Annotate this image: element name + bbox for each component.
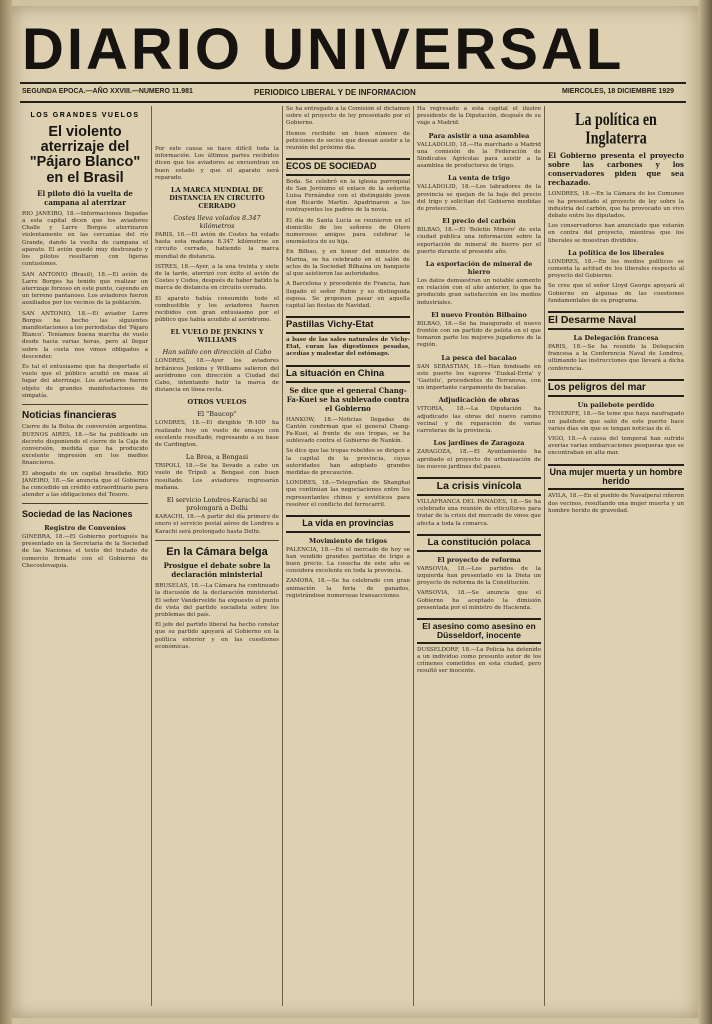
headline-noticias-financieras: Noticias financieras <box>22 409 117 421</box>
article-paragraph: VITORIA, 18.—La Diputación ha adjudicado las obras del nuevo camino vecinal y de reparación de varias carreteras de la provincia. <box>417 406 541 435</box>
article-paragraph: Por este causa se hace difícil toda la información. Los últimos partes recibidos dicen que los aviadores se encuentran en buen estado y que el aparato será reparado. <box>155 146 279 181</box>
column-3 <box>286 106 410 1006</box>
headline-vida-provincias: La vida en provincias <box>286 515 410 532</box>
article-paragraph: SAN ANTONIO, 18.—El aviador Larre Borges ha hecho las siguientes manifestaciones a los periodistas del 'Pájaro Blanco'. Teníamos buena marcha de vuelo desde hacía varias horas, pero al llegar sobre la costa nos vimos obligados a descender. <box>22 310 148 360</box>
subhead-delegacion-francesa: La Delegación francesa <box>573 334 659 343</box>
article-paragraph: ZAMORA, 18.—Se ha celebrado con gran animación la feria de ganados, registrándose numerosas transacciones. <box>286 578 410 599</box>
subhead-bengasi: La Brea, a Bengasi <box>185 453 249 462</box>
column-divider <box>22 503 148 504</box>
subhead-movimiento-trigos: Movimiento de trigos <box>309 536 387 545</box>
subhead-exportacion-mineral: La exportación de mineral de hierro <box>425 260 533 277</box>
article-paragraph: VARSOVIA, 18.—Se anuncia que el Gobierno ha aceptado la dimisión presentada por el ministro de Hacienda. <box>417 590 541 611</box>
lead-pajaro-blanco: El piloto dió la vuelta de campana al aterrizar <box>37 188 133 207</box>
headline-camara-belga: En la Cámara belga <box>166 545 268 558</box>
article-paragraph: VALLADOLID, 18.—Ha marchado a Madrid una comisión de la Federación de Sindicatos Agrícolas para asistir a la asamblea de productores de trigo. <box>417 141 541 170</box>
tagline: PERIODICO LIBERAL Y DE INFORMACION <box>254 88 416 97</box>
article-paragraph: Es tal el entusiasmo que ha despertado el vuelo que el público acudió en masa al lugar del aterrizaje. Los aviadores fueron objeto de grandes manifestaciones de simpatía. <box>22 363 148 399</box>
subhead-adjudicacion-obras: Adjudicación de obras <box>438 396 520 405</box>
headline-desarme-naval: El Desarme Naval <box>548 311 684 330</box>
article-paragraph: SAN SEBASTIAN, 18.—Han fondeado en este puerto los vapores 'Euskal-Erria' y 'Gaztelu', procedentes de Terranova, con un importante cargamento de bacalao. <box>417 363 541 392</box>
article-paragraph: Se dice que las tropas rebeldes se dirigen a la capital de la provincia, cuyas autoridades han adoptado grandes medidas de precaución. <box>286 448 410 477</box>
kicker-grandes-vuelos: LOS GRANDES VUELOS <box>30 112 140 119</box>
ad-pastillas-vichy: Pastillas Vichy-Etat <box>286 316 410 334</box>
headline-sociedad-naciones: Sociedad de las Naciones <box>22 509 133 520</box>
subhead-asamblea: Para asistir a una asamblea <box>428 131 530 140</box>
article-paragraph: Se cree que el señor Lloyd George apoyará al Gobierno en algunas de las cuestiones fundamentales de su programa. <box>548 283 684 304</box>
article-paragraph: LONDRES, 18.—En los medios políticos se comenta la actitud de los liberales respecto al proyecto del Gobierno. <box>548 258 684 280</box>
column-5 <box>548 106 684 1006</box>
headline-politica-inglaterra: La política en Inglaterra <box>575 111 657 149</box>
headline-crisis-vinicola: La crisis vinícola <box>417 477 541 496</box>
article-paragraph: Cierre de la Bolsa de conversión argentina. BUENOS AIRES, 18.—Se ha publicado un decreto disponiendo el cierre de la Caja de conversión, medida que ha producido excelente impresión en los medios financieros. <box>22 424 148 467</box>
newspaper-page <box>12 6 698 1018</box>
subhead-cabo: Han salido con dirección al Cabo <box>162 348 272 357</box>
deck-situacion-china: Se dice que el general Chang-Fa-Kuei se ha sublevado contra el Gobierno <box>286 385 410 413</box>
article-paragraph: Los datos demuestran un notable aumento en relación con el año anterior, lo que ha producido gran satisfacción en los medios industriales. <box>417 278 541 306</box>
article-paragraph: Hemos recibido un buen número de peticiones de socios que desean asistir a la reunión del próximo día. <box>286 130 410 152</box>
headline-situacion-china: La situación en China <box>286 365 410 383</box>
article-paragraph: GINEBRA, 18.—El Gobierno portugués ha presentado en la Secretaría de la Sociedad de las Naciones el texto del tratado de comercio firmado con el Gobierno de Checoslovaquia. <box>22 533 148 569</box>
subhead-costes: Costes lleva volados 8.347 kilómetros <box>173 214 261 231</box>
article-paragraph: RIO JANEIRO, 18.—Informaciones llegadas a esta capital dicen que los aviadores Challe y Larre Borges aterrizaron violentamente en las cercanías del río Grande, dando la vuelta de campana el aparato. El avión quedó muy destrozado y los pilotos resultaron con ligeras contusiones. <box>22 210 148 268</box>
subhead-baucop: El "Baucop" <box>197 410 237 419</box>
article-paragraph: Ha regresado a esta capital el ilustre presidente de la Diputación, después de su viaje a Madrid. <box>417 106 541 127</box>
article-paragraph: A Barcelona y procedente de Francia, han llegado el señor Rubio y su distinguida esposa. Se proponen pasar en aquella capital las fiestas de Navidad. <box>286 281 410 309</box>
headline-peligros-mar: Los peligros del mar <box>548 379 684 398</box>
article-paragraph: LONDRES, 18.—El dirigible 'R-100' ha realizado hoy un vuelo de ensayo con excelente resultado, regresando a su base de Cardington. <box>155 420 279 449</box>
subhead-jardines-zaragoza: Los jardines de Zaragoza <box>433 439 525 448</box>
headline-constitucion-polaca: La constitución polaca <box>417 534 541 552</box>
article-paragraph: TRIPOLI, 18.—Se ha llevado a cabo un vuelo de Trípoli a Bengasi con buen resultado. Los aviadores regresarán mañana. <box>155 463 279 491</box>
article-paragraph: El aparato había consumido todo el combustible y los aviadores fueron recibidos con gran entusiasmo por el público que había acudido al aeródromo. <box>155 295 279 324</box>
column-4 <box>417 106 541 1006</box>
page-edge-right <box>698 0 712 1024</box>
article-paragraph: AVILA, 18.—En el pueblo de Navalperal riñeron dos vecinos, resultando una mujer muerta y un hombre herido de gravedad. <box>548 493 684 514</box>
article-paragraph: PARIS, 18.—El avión de Costes ha volado hasta esta mañana 8.347 kilómetros en circuito cerrado, batiendo la marca mundial de distancia. <box>155 232 279 260</box>
subhead-politica-liberales: La política de los liberales <box>568 248 664 257</box>
article-paragraph: El abogado de un capital brasileño. RIO JANEIRO, 18.—Se anuncia que el Gobierno ha concedido un crédito extraordinario para atender a las obligaciones del Tesoro. <box>22 470 148 499</box>
masthead-rule-top <box>20 82 686 84</box>
ad-text: a base de las sales naturales de Vichy-Etat, curan las digestiones pesadas, acedías y malestar del estómago. <box>286 337 410 358</box>
column-1 <box>22 106 148 1006</box>
column-divider <box>155 540 279 541</box>
article-paragraph: TENERIFE, 18.—Se teme que haya naufragado un pailebote que salió de este puerto hace varios días sin que se tengan noticias de él. <box>548 411 684 432</box>
subhead-registro-convenios: Registro de Convenios <box>44 523 126 532</box>
article-paragraph: Los conservadores han anunciado que votarán en contra del proyecto, mientras que los liberales se muestran divididos. <box>548 223 684 244</box>
subhead-fronton: El nuevo Frontón Bilbaíno <box>431 310 527 319</box>
article-paragraph: El jefe del partido liberal ha hecho constar que su partido apoyará al Gobierno en la política exterior y en las cuestiones económicas. <box>155 622 279 650</box>
subhead-venta-trigo: La venta de trigo <box>448 174 510 183</box>
column-rule <box>544 106 545 1006</box>
issue-date: MIERCOLES, 18 DICIEMBRE 1929 <box>562 88 675 95</box>
headline-mujer-muerta: Una mujer muerta y un hombre herido <box>548 464 684 491</box>
column-rule <box>151 106 152 1006</box>
article-paragraph: LONDRES, 18.—Telegrafían de Shanghai que continúan las negociaciones entre los representantes chinos y soviéticos para resolver el conflicto del ferrocarril. <box>286 480 410 508</box>
headline-pajaro-blanco: El violento aterrizaje del "Pájaro Blanco" en el Brasil <box>29 124 141 186</box>
deck-politica-inglaterra: El Gobierno presenta el proyecto sobre las carbones y los conservadores piden que sea rechazado. <box>548 151 684 188</box>
article-paragraph: PALENCIA, 18.—En el mercado de hoy se han vendido grandes partidas de trigo a buen precio. La cosecha de este año se considera excelente en toda la provincia. <box>286 546 410 575</box>
column-2 <box>155 106 279 1006</box>
article-paragraph: SAN ANTONIO (Brasil), 18.—El avión de Larre Borges ha tenido que realizar un aterrizaje forzoso en este punto, cayendo en un terreno pantanoso. Los aviadores fueron auxiliados por los vecinos de la población. <box>22 271 148 307</box>
info-line <box>22 86 686 100</box>
article-paragraph: PARIS, 18.—Se ha reunido la Delegación francesa a la Conferencia Naval de Londres, ultimando las instrucciones que llevará a dicha conferencia. <box>548 344 684 372</box>
article-paragraph: VILLAFRANCA DEL PANADES, 18.—Se ha celebrado una reunión de viticultores para tratar de la crisis del mercado de vinos que afecta a toda la comarca. <box>417 498 541 527</box>
article-paragraph: BRUSELAS, 18.—La Cámara ha continuado la discusión de la declaración ministerial. El señor Vandervelde ha expuesto el punto de vista del partido socialista sobre los problemas del país. <box>155 583 279 619</box>
article-paragraph: LONDRES, 18.—En la Cámara de los Comunes se ha presentado el proyecto de ley sobre la industria del carbón, que ha provocado un vivo debate entre los diputados. <box>548 191 684 219</box>
deck-camara-belga: Prosigue el debate sobre la declaración ministerial <box>163 561 271 580</box>
article-paragraph: VALLADOLID, 18.—Los labradores de la provincia se quejan de la baja del precio del trigo y solicitan del Gobierno medidas de protección. <box>417 184 541 213</box>
subhead-pesca-bacalao: La pesca del bacalao <box>441 353 517 362</box>
subhead-jenkins-williams: EL VUELO DE JENKINS Y WILLIAMS <box>170 328 264 345</box>
masthead-rule-bottom <box>20 101 686 103</box>
headline-ecos-sociedad: ECOS DE SOCIEDAD <box>286 158 410 175</box>
subhead-precio-carbon: El precio del carbón <box>442 217 516 226</box>
subhead-otros-vuelos: OTROS VUELOS <box>187 398 247 407</box>
masthead-title: DIARIO UNIVERSAL <box>22 17 625 82</box>
page-edge-left <box>0 0 12 1024</box>
article-paragraph: LONDRES, 18.—Ayer los aviadores británicos Jenkins y Williams salieron del aeródromo con dirección a Ciudad del Cabo, intentando batir la marca de distancia en línea recta. <box>155 358 279 394</box>
article-paragraph: ISTRES, 18.—Ayer, a la una treinta y siete de la tarde, aterrizó con éxito el avión de Costes y Codos, después de haber batido la marca de distancia en circuito cerrado. <box>155 263 279 292</box>
article-paragraph: KARACHI, 18.—A partir del día primero de enero el servicio postal aéreo de Londres a Karachi será prolongado hasta Delhi. <box>155 514 279 535</box>
column-divider <box>22 404 148 405</box>
article-paragraph: DUSSELDORF, 18.—La Policía ha detenido a un individuo como presunto autor de los crímenes cometidos en esta ciudad, pero resultó ser inocente. <box>417 646 541 675</box>
article-paragraph: BILBAO, 18.—Se ha inaugurado el nuevo frontón con un partido de pelota en el que tomaron parte los mejores jugadores de la región. <box>417 320 541 349</box>
article-paragraph: Se ha entregado a la Comisión el dictamen sobre el proyecto de ley presentado por el Gobierno. <box>286 106 410 127</box>
column-rule <box>282 106 283 1006</box>
article-paragraph: En Bilbao, y en honor del ministro de Marina, se ha celebrado en el salón de actos de la Sociedad Bilbaína un banquete al que asistieron las autoridades. <box>286 249 410 278</box>
headline-dusseldorf: El asesino como asesino en Düsseldorf, inocente <box>417 618 541 644</box>
article-paragraph: El día de Santa Lucía se reunieron en el domicilio de los señores de Otero numerosos amigos para celebrar la onomástica de su hija. <box>286 217 410 246</box>
subhead-proyecto-reforma: El proyecto de reforma <box>437 555 521 564</box>
article-paragraph: BILBAO, 18.—El 'Boletín Minero' de esta ciudad publica una información sobre la exportación de mineral de hierro por el puerto durante el presente año. <box>417 227 541 255</box>
subhead-londres-karachi: El servicio Londres-Karachi se prolongará a Delhi <box>166 496 268 513</box>
article-paragraph: HANKOW, 18.—Noticias llegadas de Cantón confirman que el general Chang-Fa-Kuei, al frente de sus tropas, se ha sublevado contra el Gobierno de Nankín. <box>286 416 410 445</box>
column-rule <box>413 106 414 1006</box>
subhead-pailebote: Un pailebote perdido <box>577 401 655 410</box>
edition-line: SEGUNDA EPOCA.—AÑO XXVIII.—NUMERO 11.981 <box>22 88 193 95</box>
subhead-marca-mundial: LA MARCA MUNDIAL DE DISTANCIA EN CIRCUITO CERRADO <box>169 186 265 211</box>
article-paragraph: Boda. Se celebró en la iglesia parroquial de San Jerónimo el enlace de la señorita Luisa Fernández con el distinguido joven don Ricardo Martín. Apadrinaron a los contrayentes los padres de la novia. <box>286 178 410 214</box>
article-paragraph: VARSOVIA, 18.—Los partidos de la izquierda han presentado en la Dieta un proyecto de reforma de la Constitución. <box>417 565 541 587</box>
article-paragraph: VIGO, 18.—A causa del temporal han sufrido averías varias embarcaciones pesqueras que se encontraban en alta mar. <box>548 435 684 457</box>
article-paragraph: ZARAGOZA, 18.—El Ayuntamiento ha aprobado el proyecto de urbanización de los nuevos jardines del paseo. <box>417 449 541 470</box>
